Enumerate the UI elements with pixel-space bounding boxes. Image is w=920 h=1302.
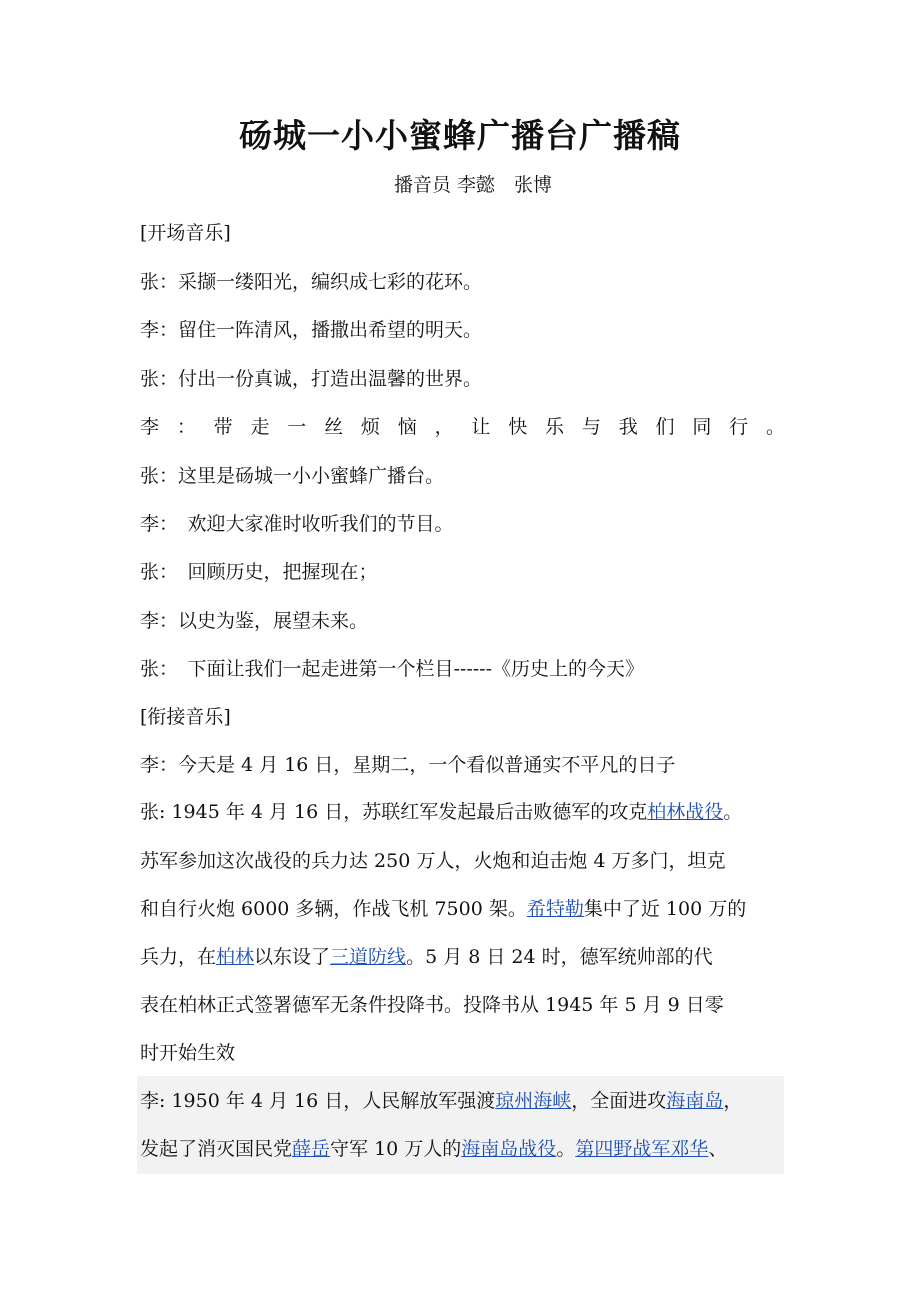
- history-paragraph-line: 苏军参加这次战役的兵力达 250 万人，火炮和迫击炮 4 万多门，坦克: [140, 850, 726, 872]
- link-qiongzhou-strait[interactable]: 琼州海峡: [495, 1090, 572, 1112]
- link-hainan-campaign[interactable]: 海南岛战役: [461, 1138, 557, 1160]
- link-berlin[interactable]: 柏林: [216, 946, 255, 968]
- link-hitler[interactable]: 希特勒: [526, 898, 584, 920]
- link-xue-yue[interactable]: 薛岳: [292, 1138, 331, 1160]
- dialogue-line: 李： 欢迎大家准时收听我们的节目。: [140, 513, 454, 535]
- link-fourth-field-army[interactable]: 第四野战军邓华: [575, 1138, 709, 1160]
- history-paragraph-line: 张: 1945 年 4 月 16 日，苏联红军发起最后击败德军的攻克柏林战役。: [140, 801, 743, 823]
- dialogue-line: 李：以史为鉴，展望未来。: [140, 610, 369, 632]
- history-paragraph-line: 发起了消灭国民党薛岳守军 10 万人的海南岛战役。第四野战军邓华、: [140, 1138, 728, 1160]
- history-intro: 李：今天是 4 月 16 日，星期二，一个看似普通实不平凡的日子: [140, 754, 676, 776]
- history-paragraph-line: 时开始生效: [140, 1042, 236, 1064]
- dialogue-line: 李：留住一阵清风，播撒出希望的明天。: [140, 319, 483, 341]
- history-paragraph-line: 和自行火炮 6000 多辆，作战飞机 7500 架。希特勒集中了近 100 万的: [140, 898, 747, 920]
- dialogue-line: 张： 回顾历史，把握现在；: [140, 561, 378, 583]
- document-title: 砀城一小小蜜蜂广播台广播稿: [239, 116, 681, 155]
- dialogue-line-justified: 李：带走一丝烦恼，让快乐与我们同行。: [140, 416, 785, 438]
- section-label-transition-music: [衔接音乐]: [140, 706, 231, 728]
- section-label-opening-music: [开场音乐]: [140, 222, 231, 244]
- history-paragraph-line: 李: 1950 年 4 月 16 日，人民解放军强渡琼州海峡，全面进攻海南岛，: [140, 1090, 743, 1112]
- history-paragraph-line: 兵力，在柏林以东设了三道防线。5 月 8 日 24 时，德军统帅部的代: [140, 946, 713, 968]
- history-paragraph-line: 表在柏林正式签署德军无条件投降书。投降书从 1945 年 5 月 9 日零: [140, 994, 724, 1016]
- link-hainan-island[interactable]: 海南岛: [666, 1090, 724, 1112]
- dialogue-line: 张：这里是砀城一小小蜜蜂广播台。: [140, 465, 445, 487]
- dialogue-line: 张：采撷一缕阳光，编织成七彩的花环。: [140, 271, 483, 293]
- link-berlin-campaign[interactable]: 柏林战役: [647, 801, 724, 823]
- dialogue-line: 张：付出一份真诚，打造出温馨的世界。: [140, 368, 483, 390]
- document-subtitle: 播音员 李懿 张博: [393, 174, 553, 196]
- dialogue-line: 张： 下面让我们一起走进第一个栏目------《历史上的今天》: [140, 658, 645, 680]
- link-three-defense-lines[interactable]: 三道防线: [330, 946, 407, 968]
